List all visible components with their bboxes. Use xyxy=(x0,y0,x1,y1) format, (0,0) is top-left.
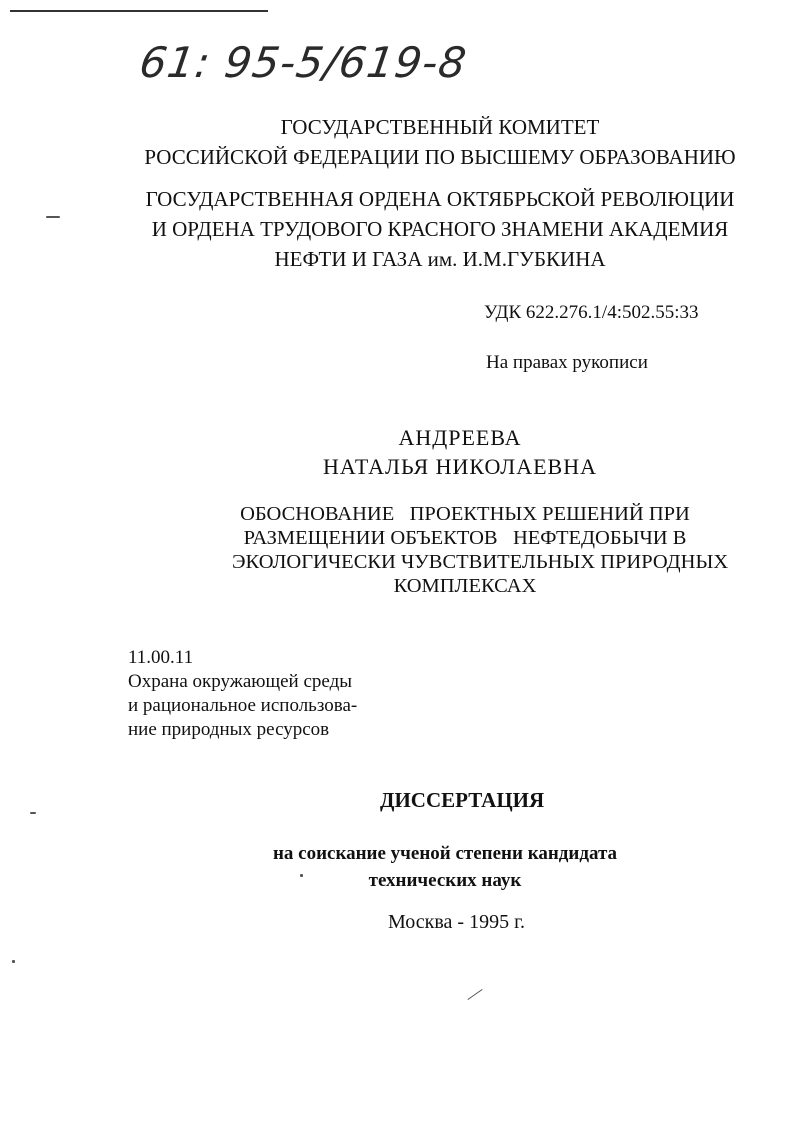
academy-header xyxy=(100,184,780,274)
degree-statement xyxy=(230,840,660,894)
author-surname: АНДРЕЕВА xyxy=(398,425,522,450)
scan-speck xyxy=(12,960,15,963)
academy-line: НЕФТИ И ГАЗА им. И.М.ГУБКИНА xyxy=(274,247,606,271)
committee-line: РОССИЙСКОЙ ФЕДЕРАЦИИ ПО ВЫСШЕМУ ОБРАЗОВАНИЮ xyxy=(144,145,736,169)
degree-line: технических наук xyxy=(368,870,522,891)
specialty-block xyxy=(128,646,357,742)
title-line: ОБОСНОВАНИЕ ПРОЕКТНЫХ РЕШЕНИЙ ПРИ xyxy=(240,503,690,525)
author-name: НАТАЛЬЯ НИКОЛАЕВНА xyxy=(322,454,598,479)
specialty-code: 11.00.11 xyxy=(128,647,194,668)
scan-speck xyxy=(46,216,60,218)
scan-speck xyxy=(300,874,303,877)
scan-speck xyxy=(30,812,36,814)
udk-code: УДК 622.276.1/4:502.55:33 xyxy=(484,302,699,323)
handwritten-underline xyxy=(10,10,268,12)
committee-line: ГОСУДАРСТВЕННЫЙ КОМИТЕТ xyxy=(280,115,600,139)
city-year: Москва - 1995 г. xyxy=(388,911,526,933)
academy-line: И ОРДЕНА ТРУДОВОГО КРАСНОГО ЗНАМЕНИ АКАДЕМИЯ xyxy=(151,217,729,241)
document-type-heading: ДИССЕРТАЦИЯ xyxy=(380,788,545,812)
scan-speck xyxy=(467,989,482,1000)
title-line: КОМПЛЕКСАХ xyxy=(393,575,537,597)
specialty-line: Охрана окружающей среды xyxy=(128,671,353,692)
degree-line: на соискание ученой степени кандидата xyxy=(272,843,618,864)
manuscript-rights-note: На правах рукописи xyxy=(486,352,648,373)
title-line: РАЗМЕЩЕНИИ ОБЪЕКТОВ НЕФТЕДОБЫЧИ В xyxy=(243,527,687,549)
dissertation-title xyxy=(232,502,729,598)
academy-line: ГОСУДАРСТВЕННАЯ ОРДЕНА ОКТЯБРЬСКОЙ РЕВОЛЮЦИИ xyxy=(145,187,735,211)
committee-header xyxy=(100,112,780,172)
title-line: ЭКОЛОГИЧЕСКИ ЧУВСТВИТЕЛЬНЫХ ПРИРОДНЫХ xyxy=(232,551,729,573)
handwritten-archive-number: 61: 95-5/619-8 xyxy=(136,38,470,87)
specialty-line: и рациональное использова- xyxy=(128,695,358,716)
specialty-line: ние природных ресурсов xyxy=(128,719,330,740)
